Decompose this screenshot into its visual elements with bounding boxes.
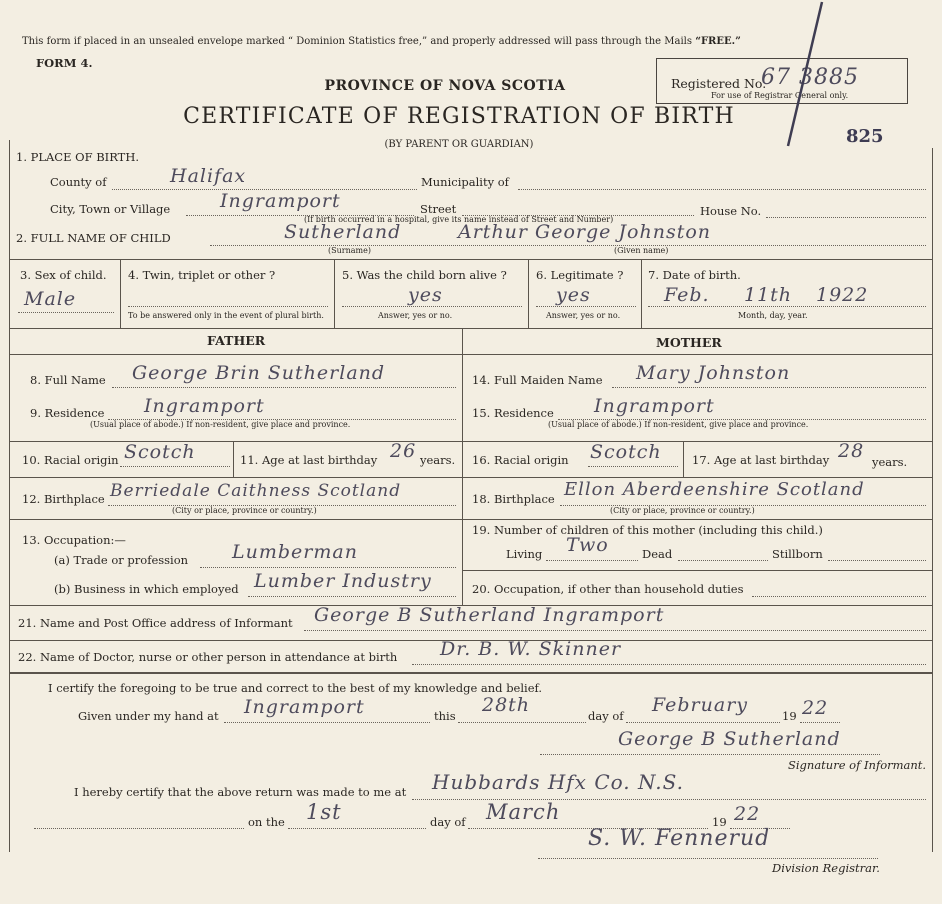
mother-racial-label: 16. Racial origin (472, 453, 569, 467)
registrar-signature: S. W. Fennerud (588, 826, 771, 851)
dob-line (648, 306, 926, 307)
informant-line (304, 630, 926, 631)
dead-label: Dead (642, 547, 673, 561)
stillborn-label: Stillborn (772, 547, 823, 561)
mother-age-label: 17. Age at last birthday (692, 453, 830, 467)
col-div-1 (120, 259, 121, 328)
dob-label: 7. Date of birth. (648, 268, 741, 282)
dob-day: 11th (744, 284, 793, 306)
province-heading: PROVINCE OF NOVA SCOTIA (324, 78, 566, 94)
twin-note: To be answered only in the event of plural birth. (128, 311, 324, 320)
children-count-label: 19. Number of children of this mother (including this child.) (472, 523, 823, 537)
dob-note: Month, day, year. (738, 311, 808, 320)
stamp-number: 825 (846, 126, 884, 147)
child-name-line (210, 245, 926, 246)
registrar-day-line (288, 828, 426, 829)
given-caption: (Given name) (614, 246, 669, 255)
mother-racial-value: Scotch (590, 441, 662, 463)
registrar-caption: Division Registrar. (772, 861, 880, 875)
registrar-day-of-label: day of (430, 815, 466, 829)
doctor-line (412, 664, 926, 665)
registrar-use-note: For use of Registrar General only. (711, 91, 849, 100)
mother-birthplace-value: Ellon Aberdeenshire Scotland (564, 479, 865, 500)
informant-signature: George B Sutherland (618, 728, 841, 750)
mother-heading: MOTHER (656, 335, 722, 350)
father-racial-label: 10. Racial origin (22, 453, 119, 467)
this-label: this (434, 709, 456, 723)
legitimate-label: 6. Legitimate ? (536, 268, 624, 282)
col-div-3 (528, 259, 529, 328)
legitimate-value: yes (556, 284, 591, 306)
twin-label: 4. Twin, triplet or other ? (128, 268, 276, 282)
father-racial-line (120, 466, 230, 467)
father-birthplace-value: Berriedale Caithness Scotland (110, 481, 402, 501)
given-place: Ingramport (244, 696, 365, 718)
father-racial-value: Scotch (124, 441, 196, 463)
mother-residence-label: 15. Residence (472, 406, 554, 420)
mother-occupation-line (752, 596, 926, 597)
registrar-year-prefix: 19 (712, 815, 727, 829)
alive-label: 5. Was the child born alive ? (342, 268, 507, 282)
father-age-value: 26 (390, 440, 417, 462)
mother-name-value: Mary Johnston (636, 362, 791, 384)
father-name-label: 8. Full Name (30, 373, 106, 387)
father-birthplace-label: 12. Birthplace (22, 492, 105, 506)
mother-residence-note: (Usual place of abode.) If non-resident, give place and province. (548, 420, 809, 429)
given-day-of-label: day of (588, 709, 624, 723)
mother-racial-line (588, 466, 678, 467)
rule-parents-header (9, 354, 932, 355)
father-name-value: George Brin Sutherland (132, 362, 386, 384)
ink-stroke (770, 0, 830, 150)
rule-row3-bottom (9, 328, 932, 329)
father-birthplace-note: (City or place, province or country.) (172, 506, 317, 515)
given-month: February (652, 694, 749, 716)
living-label: Living (506, 547, 543, 561)
father-heading: FATHER (207, 333, 266, 348)
sex-value: Male (24, 288, 77, 310)
father-trade-label: (a) Trade or profession (54, 553, 189, 567)
father-age-label: 11. Age at last birthday (240, 453, 378, 467)
certification-statement: I certify the foregoing to be true and correct to the best of my knowledge and belief. (48, 681, 543, 695)
registrar-statement: I hereby certify that the above return was made to me at (74, 785, 407, 799)
rule-row3-top (9, 259, 932, 260)
page-title: CERTIFICATE OF REGISTRATION OF BIRTH (183, 104, 735, 129)
house-label: House No. (700, 204, 762, 218)
father-residence-label: 9. Residence (30, 406, 105, 420)
sex-line (18, 312, 114, 313)
doctor-label: 22. Name of Doctor, nurse or other person in attendance at birth (18, 650, 398, 664)
municipality-label: Municipality of (421, 175, 509, 189)
father-years: years. (420, 453, 456, 467)
father-trade-value: Lumberman (232, 541, 358, 563)
given-day: 28th (482, 694, 531, 716)
given-place-line (224, 722, 430, 723)
form-number: FORM 4. (36, 56, 93, 70)
father-age-divider (233, 441, 234, 477)
child-name-label: 2. FULL NAME OF CHILD (16, 231, 171, 245)
mother-residence-value: Ingramport (594, 395, 715, 417)
given-month-line (626, 722, 780, 723)
col-div-4 (641, 259, 642, 328)
municipality-line (518, 189, 926, 190)
alive-value: yes (408, 284, 443, 306)
informant-signature-line (540, 754, 880, 755)
child-given-names: Arthur George Johnston (458, 221, 712, 243)
mother-birthplace-label: 18. Birthplace (472, 492, 555, 506)
alive-note: Answer, yes or no. (378, 311, 453, 320)
father-business-label: (b) Business in which employed (54, 582, 239, 596)
registrar-month: March (486, 800, 561, 824)
father-business-line (248, 596, 456, 597)
col-div-2 (334, 259, 335, 328)
page-subtitle: (BY PARENT OR GUARDIAN) (384, 139, 534, 150)
registered-label: Registered No. (671, 76, 767, 91)
mailing-notice: This form if placed in an unsealed envelope marked “ Dominion Statistics free,” and properly addressed will pass through the Mails “FREE.” (22, 36, 741, 47)
legitimate-note: Answer, yes or no. (546, 311, 621, 320)
street-label: Street (420, 202, 457, 216)
mother-birthplace-note: (City or place, province or country.) (610, 506, 755, 515)
sex-label: 3. Sex of child. (20, 268, 107, 282)
place-of-birth-heading: 1. PLACE OF BIRTH. (16, 150, 140, 164)
living-value: Two (566, 534, 609, 556)
father-business-value: Lumber Industry (254, 570, 432, 592)
legitimate-line (536, 306, 636, 307)
county-value: Halifax (170, 165, 247, 187)
rule-racial-bottom (9, 477, 932, 478)
registrar-lead-line (34, 828, 244, 829)
father-trade-line (200, 567, 456, 568)
dead-line (678, 560, 768, 561)
registrar-place: Hubbards Hfx Co. N.S. (432, 770, 684, 794)
mother-age-value: 28 (838, 440, 865, 462)
city-value: Ingramport (220, 190, 341, 212)
father-residence-value: Ingramport (144, 395, 265, 417)
street-note: (If birth occurred in a hospital, give its name instead of Street and Number) (304, 215, 614, 224)
registrar-on-the-label: on the (248, 815, 285, 829)
given-year-prefix: 19 (782, 709, 797, 723)
alive-line (342, 306, 522, 307)
dob-month: Feb. (664, 284, 710, 306)
registrar-year: 22 (734, 803, 761, 825)
rule-certification-top (9, 672, 932, 674)
given-under-label: Given under my hand at (78, 709, 219, 723)
given-day-line (458, 722, 586, 723)
doctor-value: Dr. B. W. Skinner (440, 638, 622, 660)
informant-signature-caption: Signature of Informant. (788, 758, 927, 772)
father-occupation-label: 13. Occupation:— (22, 533, 126, 547)
informant-label: 21. Name and Post Office address of Informant (18, 616, 293, 630)
twin-line (128, 306, 328, 307)
surname-caption: (Surname) (328, 246, 371, 255)
house-line (766, 217, 926, 218)
rule-mother-occupation (462, 570, 932, 571)
frame-right (932, 148, 933, 852)
father-residence-note: (Usual place of abode.) If non-resident, give place and province. (90, 420, 351, 429)
registrar-signature-line (538, 858, 878, 859)
stillborn-line (828, 560, 926, 561)
child-surname: Sutherland (284, 221, 402, 243)
given-year-line (800, 722, 840, 723)
parents-divider (462, 328, 463, 605)
given-year: 22 (802, 697, 829, 719)
mother-name-label: 14. Full Maiden Name (472, 373, 603, 387)
dob-year: 1922 (816, 284, 869, 306)
father-name-line (112, 387, 456, 388)
city-label: City, Town or Village (50, 202, 171, 216)
mother-years: years. (872, 455, 908, 469)
registrar-day: 1st (306, 800, 342, 824)
mother-name-line (612, 387, 926, 388)
registered-value: 67 3885 (761, 65, 859, 90)
rule-occupation-top (9, 519, 932, 520)
informant-value: George B Sutherland Ingramport (314, 604, 665, 626)
county-label: County of (50, 175, 107, 189)
mother-occupation-label: 20. Occupation, if other than household duties (472, 582, 744, 596)
mother-age-divider (683, 441, 684, 477)
living-line (546, 560, 638, 561)
frame-left (9, 140, 10, 852)
